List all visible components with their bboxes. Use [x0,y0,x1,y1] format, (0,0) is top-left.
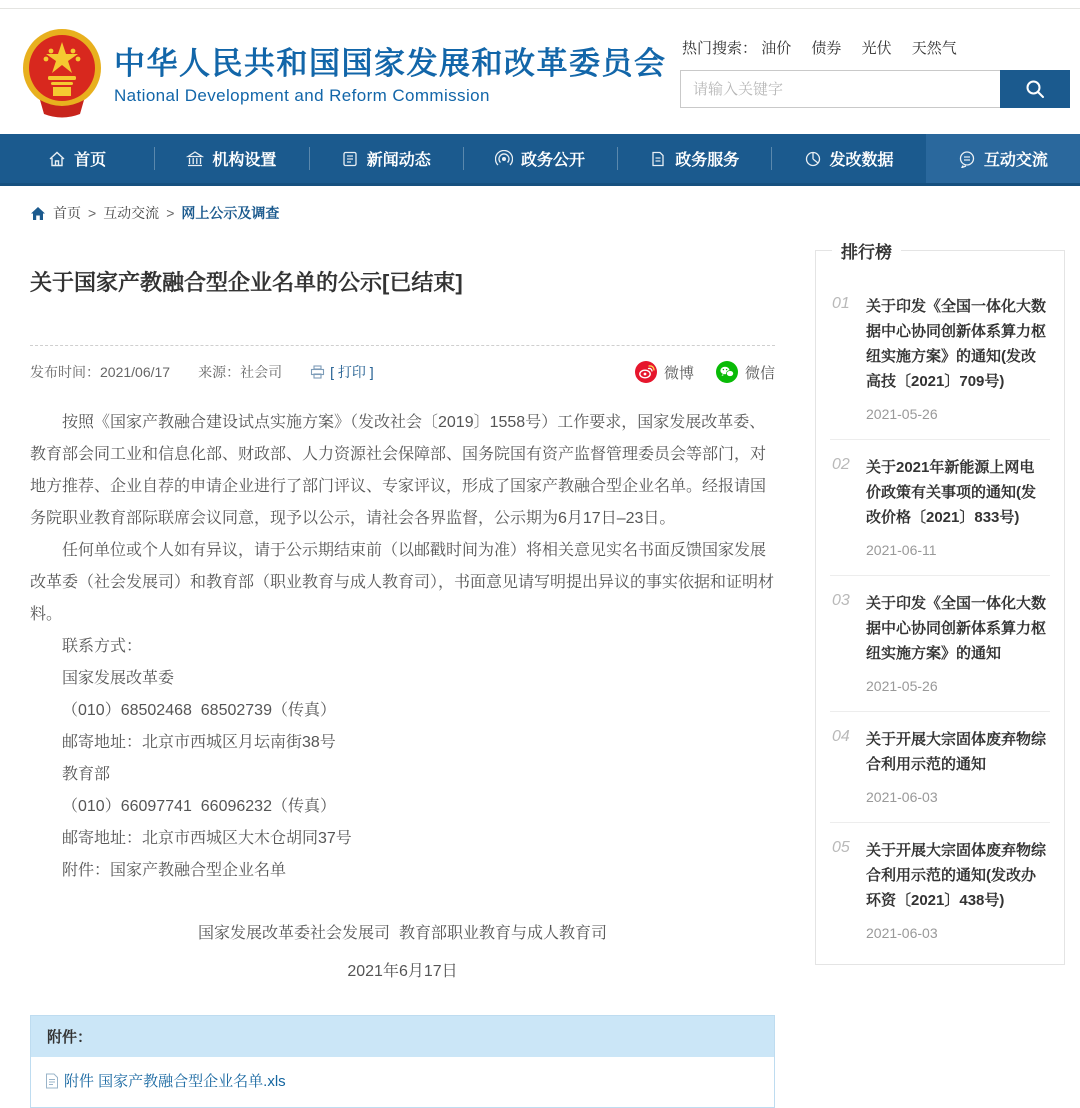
ranking-item [830,576,1050,712]
nav-item-home[interactable] [0,134,154,183]
file-icon [649,150,667,168]
share-weibo-button[interactable] [635,361,694,383]
wechat-label: 微信 [744,364,775,382]
hot-search-term-bonds[interactable]: 债券 [811,40,842,57]
ranking-item-date: 2021-06-11 [866,542,937,558]
breadcrumb-home[interactable]: 首页 [53,205,81,221]
ranking-item-date: 2021-06-03 [866,789,938,805]
attachment-header: 附件： [31,1016,774,1057]
paragraph: 按照《国家产教融合建设试点实施方案》（发改社会〔2019〕1558号）工作要求，国家发展改革委、教育部会同工业和信息化部、财政部、人力资源社会保障部、国务院国有资产监督管理委员会等部门，对地方推荐、企业自荐的申请企业进行了部门评议、专家评议，形成了国家产教融合型企业名单。经报请国务院职业教育部际联席会议同意，现予以公示，请社会各界监督，公示期为6月17日–23日。 [30,414,767,527]
document-icon [45,1073,59,1089]
signature-departments: 国家发展改革委社会发展司 教育部职业教育与成人教育司 [198,925,607,942]
nav-label: 发改数据 [829,152,894,169]
national-emblem-logo [20,26,104,118]
main-navigation [0,134,1080,186]
breadcrumb [0,186,1080,238]
paragraph: 邮寄地址：北京市西城区大木仓胡同37号 [62,830,352,847]
attachment-box [30,1015,775,1108]
site-title-english: National Development and Reform Commission [114,85,490,105]
site-brand [114,38,667,106]
weibo-icon [635,361,657,383]
hot-search-term-gas[interactable]: 天然气 [911,40,957,57]
ranking-panel-title: 排行榜 [832,238,901,263]
hot-search-term-pv[interactable]: 光伏 [861,40,892,57]
breadcrumb-separator: > [88,205,97,221]
sidebar [815,243,1065,1108]
nav-label: 政务服务 [675,152,740,169]
print-button[interactable] [310,362,374,382]
paragraph: 任何单位或个人如有异议，请于公示期结束前（以邮戳时间为准）将相关意见实名书面反馈国家发展改革委（社会发展司）和教育部（职业教育与成人教育司），书面意见请写明提出异议的事实依据和证明材料。 [30,542,775,623]
ranking-number: 04 [832,728,850,745]
print-label: [ 打印 ] [330,364,374,380]
publish-date: 发布时间：2021/06/17 [30,364,171,380]
search-button[interactable] [1000,70,1070,108]
article-meta-bar [30,345,775,383]
ranking-item [830,712,1050,823]
chat-bubble-icon [958,150,976,168]
paragraph: 附件：国家产教融合型企业名单 [62,862,287,879]
search-input[interactable] [680,70,1000,108]
paragraph: （010）68502468 68502739（传真） [62,702,336,719]
nav-label: 政务公开 [520,152,585,169]
attachment-body [31,1057,774,1107]
nav-item-interaction[interactable] [926,134,1080,183]
ranking-panel [815,243,1065,965]
ranking-number: 05 [832,839,850,856]
attachment-file-label: 附件 国家产教融合型企业名单.xls [64,1073,286,1090]
hot-search-label: 热门搜索： [682,40,758,57]
paragraph: 教育部 [62,766,111,783]
main-content [0,238,1080,1108]
ranking-item-link[interactable]: 关于开展大宗固体废弃物综合利用示范的通知(发改办环资〔2021〕438号) [866,842,1047,909]
home-icon [48,150,66,168]
signature-date: 2021年6月17日 [347,963,458,980]
site-header [0,9,1080,134]
ranking-item-link[interactable]: 关于印发《全国一体化大数据中心协同创新体系算力枢纽实施方案》的通知 [866,595,1047,662]
nav-item-organization[interactable] [154,134,308,183]
article-body [30,407,775,887]
paragraph: 联系方式： [62,638,143,655]
nav-label: 首页 [74,152,107,169]
wechat-icon [716,361,738,383]
search-icon [1024,78,1046,100]
top-divider [0,0,1080,9]
weibo-label: 微博 [663,364,694,382]
ranking-item [830,440,1050,576]
nav-item-news[interactable] [309,134,463,183]
site-title-chinese: 中华人民共和国国家发展和改革委员会 [114,45,667,81]
nav-item-ndrc-data[interactable] [771,134,925,183]
search-box [680,70,1070,108]
ranking-item-link[interactable]: 关于开展大宗固体废弃物综合利用示范的通知 [866,731,1047,773]
broadcast-icon [495,150,513,168]
breadcrumb-separator: > [166,205,175,221]
ranking-item-link[interactable]: 关于2021年新能源上网电价政策有关事项的通知(发改价格〔2021〕833号) [866,459,1036,526]
paragraph: （010）66097741 66096232（传真） [62,798,336,815]
article-column [30,238,775,1108]
hot-search-term-oil[interactable]: 油价 [761,40,792,57]
nav-label: 机构设置 [212,152,277,169]
nav-label: 互动交流 [983,152,1048,169]
home-icon [30,206,46,221]
attachment-file-link[interactable] [45,1070,286,1091]
header-search-area [680,35,1072,108]
nav-item-gov-services[interactable] [617,134,771,183]
article-title: 关于国家产教融合型企业名单的公示[已结束] [30,270,463,295]
news-icon [341,150,359,168]
ranking-item-date: 2021-05-26 [866,406,938,422]
nav-item-gov-disclosure[interactable] [463,134,617,183]
bank-icon [186,150,204,168]
ranking-item-link[interactable]: 关于印发《全国一体化大数据中心协同创新体系算力枢纽实施方案》的通知(发改高技〔2021〕709号) [866,298,1047,390]
ranking-item-date: 2021-06-03 [866,925,938,941]
paragraph: 国家发展改革委 [62,670,175,687]
nav-label: 新闻动态 [366,152,431,169]
share-wechat-button[interactable] [716,361,775,383]
ranking-number: 03 [832,592,850,609]
share-buttons [635,361,775,383]
pie-chart-icon [804,150,822,168]
article-source: 来源：社会司 [198,364,283,380]
paragraph: 邮寄地址：北京市西城区月坛南街38号 [62,734,336,751]
printer-icon [310,365,325,379]
breadcrumb-section[interactable]: 互动交流 [103,205,160,221]
ranking-item-date: 2021-05-26 [866,678,938,694]
ranking-number: 02 [832,456,850,473]
breadcrumb-current[interactable]: 网上公示及调查 [181,205,280,221]
ranking-number: 01 [832,295,850,312]
hot-search-bar [682,37,1070,58]
ranking-item [830,823,1050,958]
ranking-item [830,279,1050,440]
